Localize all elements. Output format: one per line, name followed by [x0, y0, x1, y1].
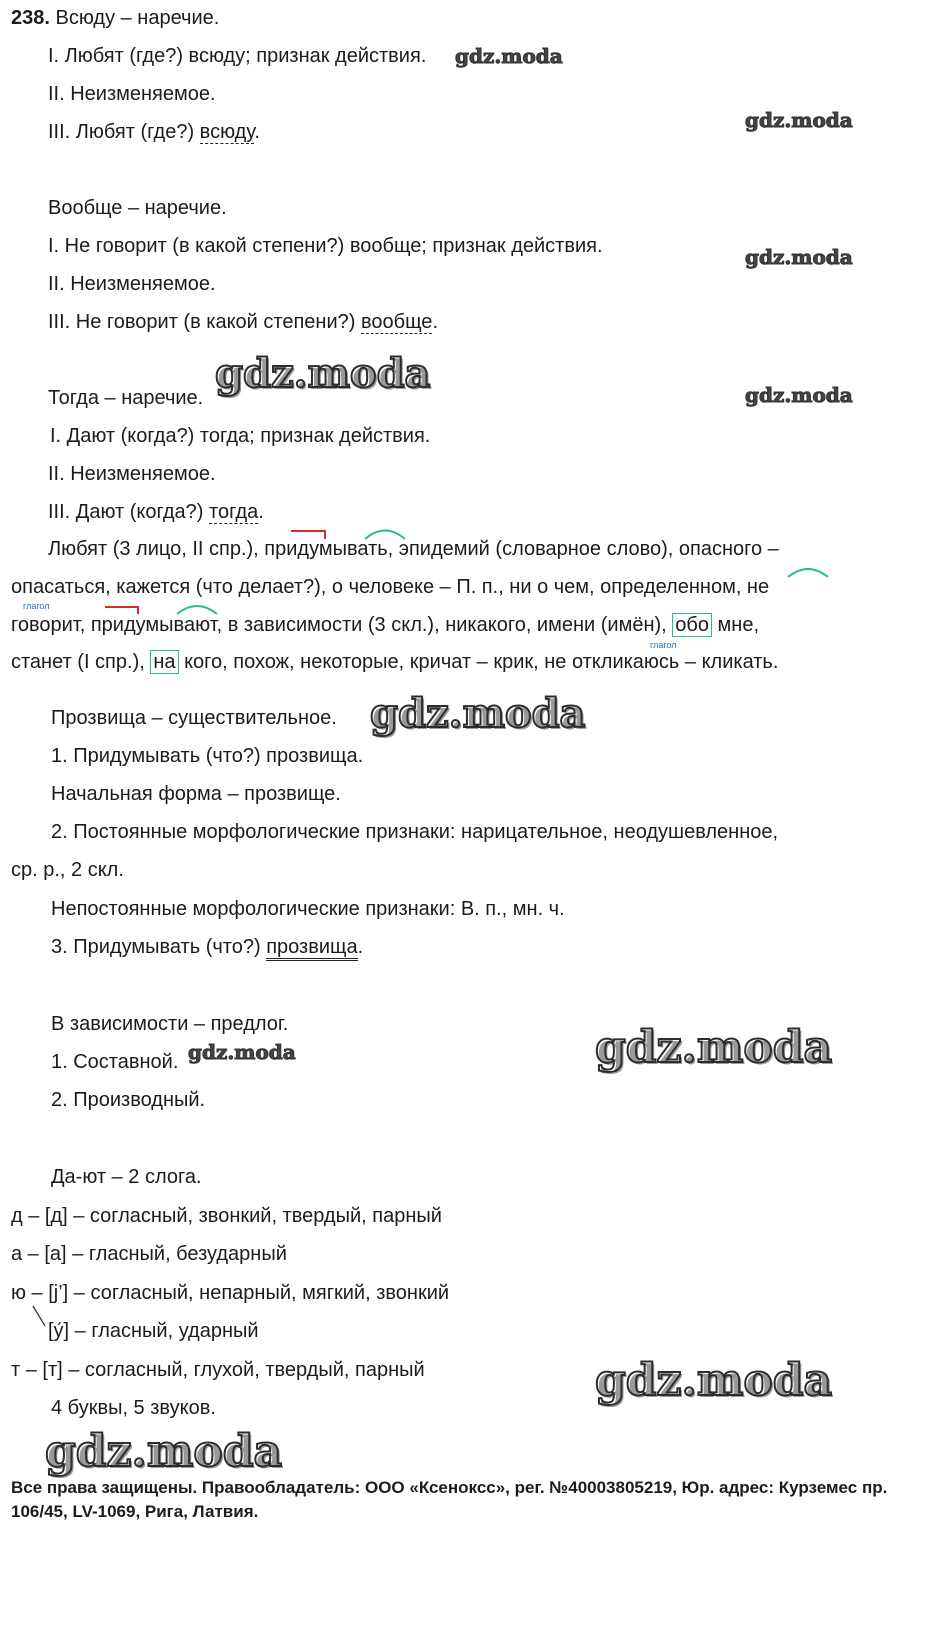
block4-line1: 1. Придумывать (что?) прозвища.	[51, 745, 364, 767]
block1-line3-text: III. Любят (где?)	[48, 121, 200, 143]
block1-line1: I. Любят (где?) всюду; признак действия.	[48, 45, 427, 67]
watermark-2: gdz.moda	[745, 108, 853, 132]
block6-line4: [у́] – гласный, ударный	[48, 1320, 259, 1342]
block2-line1: I. Не говорит (в какой степени?) вообще; признак действия.	[48, 235, 603, 257]
block3-underlined-word: тогда	[209, 501, 259, 523]
watermark-8: gdz.moda	[595, 1022, 833, 1073]
block4-line6-end: .	[357, 936, 364, 958]
para-line2: опасаться, кажется (что делает?), о человеке – П. п., ни о чем, определенном, не	[11, 576, 770, 598]
block3-line2: II. Неизменяемое.	[48, 463, 216, 485]
block5-line2: 2. Производный.	[51, 1089, 206, 1111]
block5-title: В зависимости – предлог.	[51, 1013, 289, 1035]
block4-line3: 2. Постоянные морфологические признаки: нарицательное, неодушевленное,	[51, 821, 779, 843]
block3-line1: I. Дают (когда?) тогда; признак действия.	[50, 425, 431, 447]
para-line4-end: кого, похож, некоторые, кричат – крик, не откликаюсь – кликать.	[178, 651, 779, 673]
para-line4-text: станет (I спр.),	[11, 651, 151, 673]
block1-line3-end: .	[254, 121, 260, 143]
block4-line2: Начальная форма – прозвище.	[51, 783, 341, 805]
block3-line3-end: .	[258, 501, 264, 523]
watermark-6: gdz.moda	[370, 690, 586, 737]
watermark-10: gdz.moda	[45, 1426, 283, 1477]
block2-line2: II. Неизменяемое.	[48, 273, 216, 295]
watermark-7: gdz.moda	[188, 1040, 296, 1064]
watermark-9: gdz.moda	[595, 1355, 833, 1406]
para-line3-text: говорит, придумывают, в зависимости (3 скл.), никакого, имени (имён),	[11, 614, 673, 636]
block4-title: Прозвища – существительное.	[51, 707, 337, 729]
block4-line4: ср. р., 2 скл.	[11, 859, 124, 881]
para-line1: Любят (3 лицо, II спр.), придумывать, эпидемий (словарное слово), опасного –	[48, 538, 779, 560]
sound-link-line	[33, 1306, 45, 1326]
block6-line2: а – [а] – гласный, безударный	[11, 1243, 287, 1265]
watermark-1: gdz.moda	[455, 44, 563, 68]
block5-line1: 1. Составной.	[51, 1051, 179, 1073]
block4-line6-text: 3. Придумывать (что?)	[51, 936, 267, 958]
block2-underlined-word: вообще	[360, 311, 433, 333]
block2-line3-text: III. Не говорит (в какой степени?)	[48, 311, 361, 333]
block4-line6	[51, 935, 363, 959]
block6-line3: ю – [j’] – согласный, непарный, мягкий, звонкий	[11, 1282, 450, 1304]
block6-line5: т – [т] – согласный, глухой, твердый, парный	[11, 1359, 425, 1381]
para-line3-end: мне,	[711, 614, 760, 636]
block6-title: Да-ют – 2 слога.	[51, 1166, 202, 1188]
block4-line5: Непостоянные морфологические признаки: В. п., мн. ч.	[51, 898, 565, 920]
prefix-box-na: на	[150, 650, 178, 674]
block4-underlined-word: прозвища	[266, 936, 357, 961]
block6-line6: 4 буквы, 5 звуков.	[51, 1397, 216, 1419]
block1-line2: II. Неизменяемое.	[48, 83, 216, 105]
block1-underlined-word: всюду	[199, 121, 255, 143]
block6-line1: д – [д] – согласный, звонкий, твердый, парный	[11, 1205, 442, 1227]
label-verb-2: глагол	[650, 640, 677, 650]
copyright-footer: Все права защищены. Правообладатель: ООО «Ксеноксс», рег. №40003805219, Юр. адрес: Курземес пр. 106/45, LV-1069, Рига, Латвия.	[11, 1478, 888, 1521]
prefix-box-obo: обо	[672, 613, 712, 637]
block3-title: Тогда – наречие.	[48, 387, 204, 409]
exercise-number: 238.	[11, 7, 50, 29]
para-line4	[11, 650, 778, 674]
watermark-3: gdz.moda	[745, 245, 853, 269]
block3-line3-text: III. Дают (когда?)	[48, 501, 210, 523]
label-verb-1: глагол	[23, 601, 50, 611]
suffix-mark-3	[788, 569, 828, 577]
block2-line3-end: .	[432, 311, 438, 333]
watermark-4: gdz.moda	[215, 350, 431, 397]
block1-title: Всюду – наречие.	[49, 7, 220, 29]
para-line3	[11, 613, 759, 637]
block2-title: Вообще – наречие.	[48, 197, 227, 219]
watermark-5: gdz.moda	[745, 383, 853, 407]
